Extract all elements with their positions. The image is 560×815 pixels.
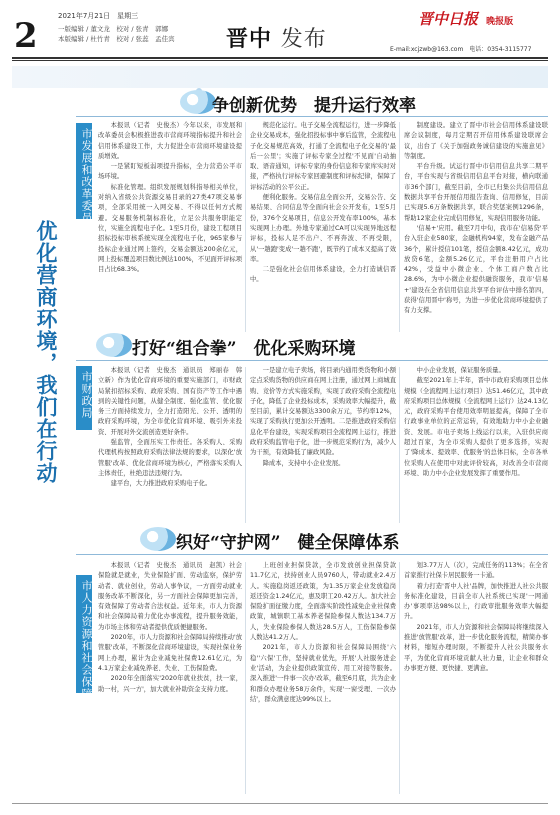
paragraph: 2020年，市人力资源和社会保障局持续推动'放管服'改革，不断深化营商环境建设，实现社保业务网上办理，累计为企业减免社保费12.61亿元，为4.1万家企业减免养老、失业、工伤保险费。 [98,634,242,672]
paragraph: 2020年全面落实'2020年就业扶贫，扶一家，助一村，兴一方'，加大就业补助资金支持力度。 [98,675,242,693]
section-headline: 织好“守护网” 健全保障体系 [176,533,400,553]
section-side-label: 市财政局 [80,371,93,419]
paragraph: 制度建设。建立了晋中市社会信用体系建设联席会议制度，每月定期召开信用体系建设联席会议，出台了《关于加强政务诚信建设的实施意见》等制度。 [404,122,548,160]
section-side-tab [76,575,93,712]
decorative-band [12,66,548,88]
column-divider [245,122,246,332]
section-rule [76,360,548,361]
edition-label: 晚报版 [486,17,514,27]
column-divider [245,562,246,794]
page-number: 2 [14,16,38,56]
paragraph: 二是强化社会信用体系建设，全力打造诚信晋中。 [250,266,396,284]
paragraph: 一是紧盯短板弱项提升指标，全力营造公平市场环境。 [98,163,242,181]
paragraph: 降成本，支持中小企业发展。 [262,459,345,467]
headline-badge-icon [180,90,216,114]
page-title-main: 晋中 [226,26,273,52]
headline-badge-icon [140,527,176,551]
article-column [250,121,396,334]
column-divider [399,122,400,332]
article-column [250,561,396,797]
article-column [98,366,242,526]
paragraph: 上班创业担保贷款，全市发放创业担保贷款11.7亿元，扶持创业人员9760人，带动就业2.4万人。实施稳岗返还政策，为1.35万家企业发放稳岗返还资金1.24亿元，惠及职工20.42万人。加大社会保险扩面征缴力度，全面落实阶段性减免企业社保费政策，城镇职工基本养老保险参保人数达134.7万人，失业保险参保人数达28.5万人，工伤保险参保人数达41.2万人。 [250,562,396,642]
section-headline: 争创新优势 提升运行效率 [212,96,416,116]
paragraph: '信易+'应用。截至7月中旬，我市在'信易贷'平台入驻企业580家，金融机构94家，发布金融产品36个，累计授信101笔，授信金额8.42亿元，成功放贷6笔，金额5.26亿元，平台注册用户占比42%，受益中小微企业、个体工商户数占比28.6%，为中小微企业提供融资服务，我市'信易+'建设在全省信用信息共享平台评估中排名第四，获得'信用晋中'称号，为进一步优化营商环境提供了有力支撑。 [404,224,548,315]
issue-date: 2021年7月21日 星期三 [58,12,139,20]
article-column [404,561,548,797]
article-column [250,366,396,526]
paragraph: 本报讯（记者 史俊杰 通讯员 赵凯）社会保险就是就业，失业保险扩面、劳动监察，保护劳动者、就业创业，劳动人事争议，一方面劳动就业服务改革不断深化，另一方面社会保障更加完善，有效保障了劳动者合法权益。近年来，市人力资源和社会保障局着力优化办事流程，提升服务效能，为市场主体和劳动者提供优质便捷服务。 [98,562,242,631]
paragraph: 着力打造'晋中人社'品牌，加快推进人社公共服务标准化建设，目前全市人社系统已实现'一网通办'事项率达98%以上，行政审批服务效率大幅提升。 [404,582,548,621]
section-side-label: 市人力资源和社会保障局 [80,580,93,712]
section-rule [76,554,548,555]
section-side-label: 市发展和改革委员会 [80,128,93,236]
paragraph: 本报讯（记者 史俊杰）今年以来，市发展和改革委员会积极推进我市营商环境指标提升和社会信用体系建设工作，大力促进全市营商环境建设提质增效。 [98,122,242,160]
contact-line: E-mail:xcjzwb@163.com 电话：0354-3115777 [390,46,532,53]
paragraph: 平台升级。试运行晋中市信用信息共享二期平台，平台实现与省级信用信息平台对接，横向联通市36个部门，截至目前，全市已归集公共信用信息数据共享平台开展信用报告查询、信用修复，目前已实现5.6万条数据共享，联合奖惩案例1296条，帮助12家企业完成信用修复，实现信用服务功能。 [404,163,548,222]
column-divider [245,367,246,523]
page-title [226,22,327,53]
header-rule [12,57,548,59]
editors-line: 一版编辑 / 董文龙 校对 / 张青 郭娜 [58,25,169,33]
page-title-sub: 发布 [280,27,327,52]
column-divider [399,367,400,523]
paragraph: 建平台，大力推进政府采购电子化。 [110,480,212,488]
paragraph: 本报讯（记者 史俊杰 通讯员 郑丽春 韩立新）作为优化营商环境的重要实施部门，市财政局紧扣招标采购、政府采购、国有资产等工作中遇到的关键性问题，从健全制度、强化监管、优化服务三方面持续发力，全力打造阳光、公开、透明的政府采购环境，为全市优化营商环境、吸引外来投资、开展对外交流创造更好条件。 [98,367,242,436]
section-rule [76,116,548,117]
section-headline: 打好“组合拳” 优化采购环境 [132,339,356,359]
paragraph: 一是建立电子卖场，将目录内通用类货物和小额定点采购货物的供应商在网上注册，通过网上商城直购、竞价等方式实施采购，实现了政府采购全流程电子化，降低了企业投标成本，采购效率大幅提升，截至目前，累计交易额达3300余万元，节约率12%，实现了采购执行更加公开透明。二是推进政府采购信息化平台建设，实现采购项目全流程网上运行，推进政府采购监管电子化，进一步规范采购行为，减少人为干预，有效降低了廉政风险。 [250,367,396,457]
article-column [98,561,242,797]
paragraph: 便利化服务。交易信息全面公开，交易公告、交易结果、合同信息等全面向社会公开发布，1至5月份，376个交易项目，信息公开发布率100%，基本实现网上办理。外地专家通过CA可以实现异地远程评标，投标人足不出户、不再奔波、不再受限，从'一趟跑'变成'一趟不跑'，既节约了成本又提高了效率。 [250,194,396,263]
paragraph: 强监管，全面压实工作责任。各采购人、采购代理机构按照政府采购法律法规的要求，以深化'放管服'改革、优化营商环境为核心，严格落实采购人主体责任，杜绝违法违规行为。 [98,439,242,477]
editors-line: 本版编辑 / 杜竹青 校对 / 张蕊 孟佳宾 [58,35,175,43]
article-column [98,121,242,334]
headline-badge-icon [96,333,132,357]
paragraph: 2021年，市人力资源和社会保障局将继续深入推进'放管服'改革，进一步优化服务流程，精简办事材料，缩短办理时限，不断提升人社公共服务水平，为优化营商环境贡献人社力量，让企业和群众办事更方便、更快捷、更满意。 [404,623,548,672]
masthead-logo [418,8,513,29]
paragraph: 规范化运行。电子交易全流程运行，进一步降低企业交易成本，强化招投标事中事后监管，全流程电子化交易规范高效，打通了全流程电子化交易的'最后一公里'；实施了评标专家全过程'不见面'自动抽取、语音通知，评标专家的身份信息和专家库实时对接，严格执行评标专家回避制度和评标纪律，保障了评标活动的公平公正。 [250,122,396,191]
section-side-tab [76,123,93,236]
campaign-slogan: 优化营商环境，我们在行动 [34,220,58,484]
column-divider [399,562,400,794]
paragraph: 截至2021年上半年，晋中市政府采购项目总体规模（全流程网上运行项目）达51.46亿元，其中政府采购项目总体规模（全流程网上运行）达24.13亿元，政府采购平台使用效率明显提高，保障了全市行政事业单位的正常运转，有效地助力中小企业融资、发展。市电子卖场上线运行以来，入驻供应商超过百家，为全市采购人提供了更多选择，实现了'降成本、提效率、优服务'的总体目标，全市各单位采购人在使用中对此评价较高，对改善全市营商环境、助力中小企业发展发挥了重要作用。 [404,377,548,477]
section-side-tab [76,366,92,430]
paragraph: 标准化管理。组织发展规划科指导相关单位，对纳入省级公共资源交易目录的27类47项交易事项，全部采用统一入网交易、不得以任何方式规避。交易服务机制标准化，立足公共服务职能定位，实施全流程电子化。1至5月份，建设工程项目招标投标审核系统实现全流程电子化，965家参与投标企业通过网上签约，交易金额达200余亿元，网上投标覆盖项目数比例达100%，不见面开评标项目占比68.3%。 [98,183,242,274]
newspaper-logo: 晋中日报 [418,10,479,28]
paragraph: 划3.77万人（次），完成任务的113%；在全省首家推行社保卡居民服务一卡通。 [404,562,548,580]
article-column [404,121,548,334]
article-column [404,366,548,526]
paragraph: 中小企业发展，保证服务质量。 [416,367,505,374]
footer-rule [12,803,548,804]
header-rule [12,60,548,61]
paragraph: 2021年，市人力资源和社会保障局围绕'六稳''六保'工作，坚持就业优先，开展'人社服务进企业'活动，为企业提供政策宣传、用工对接等服务。深入推进'一件事一次办'改革，截至6月底，共为企业和群众办理业务58万余件，实现'一窗受理、一次办结'，群众满意度达99%以上。 [250,644,396,703]
